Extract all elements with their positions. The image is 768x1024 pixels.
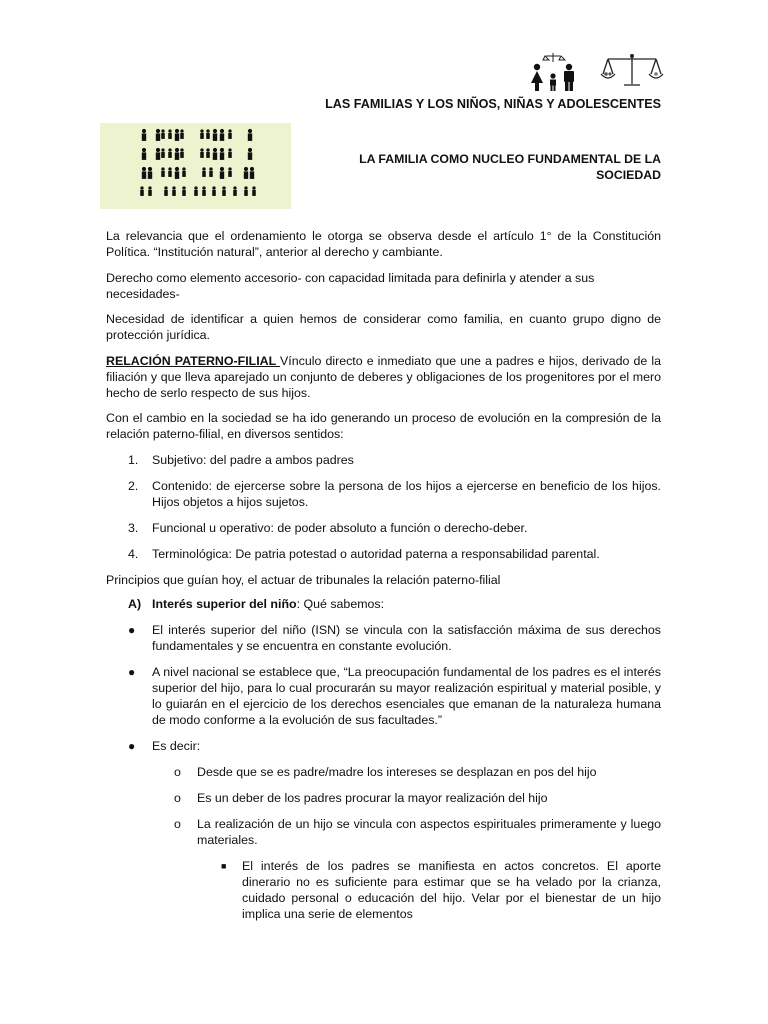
person-pictogram-icon — [220, 129, 224, 141]
person-pictogram-icon — [213, 148, 217, 160]
paragraph: Con el cambio en la sociedad se ha ido generando un proceso de evolución en la compresión de la relación paterno-filial, en diversos sentidos: — [106, 411, 661, 441]
person-pictogram-icon — [244, 167, 248, 179]
principle-heading — [106, 596, 661, 612]
person-pictogram-icon — [244, 186, 248, 196]
person-pictogram-icon — [248, 129, 252, 141]
person-pictogram-icon — [164, 186, 168, 196]
person-pictogram-icon — [161, 148, 165, 158]
scale-of-justice-icon — [600, 52, 664, 88]
person-pictogram-icon — [175, 129, 179, 141]
list-item — [106, 790, 661, 806]
bullet-icon: ● — [128, 664, 136, 679]
bullet-list — [106, 622, 661, 754]
list-letter: A) — [128, 596, 142, 611]
person-pictogram-icon — [161, 167, 165, 177]
document-subtitle: LA FAMILIA COMO NUCLEO FUNDAMENTAL DE LA SOCIEDAD — [359, 152, 661, 182]
person-pictogram-icon — [148, 186, 152, 196]
person-pictogram-icon — [180, 129, 184, 139]
list-item — [106, 546, 661, 562]
person-pictogram-icon — [206, 148, 210, 158]
paragraph: Necesidad de identificar a quien hemos de considerar como familia, en cuanto grupo digno de protección jurídica. — [106, 312, 661, 342]
sub-sub-bullet-list — [106, 858, 661, 922]
list-item-text: A nivel nacional se establece que, “La preocupación fundamental de los padres es el interés superior del hijo, para lo cual procurarán su mayor realización espiritual y material posible, y lo guiarán en el ejercicio de los derechos esenciales que emanan de la naturaleza humana de modo conforme a la evolución de sus facultades.” — [152, 664, 661, 727]
principle-label: Interés superior del niño — [152, 596, 297, 611]
person-pictogram-icon — [252, 186, 256, 196]
person-pictogram-icon — [142, 129, 146, 141]
list-item — [106, 764, 661, 780]
numbered-list — [106, 452, 661, 562]
list-item-text: El interés superior del niño (ISN) se vincula con la satisfacción máxima de sus derechos fundamentales y se encuentra en constante evolución. — [152, 622, 661, 653]
list-item-text: Es un deber de los padres procurar la mayor realización del hijo — [197, 790, 548, 805]
list-item — [106, 738, 661, 754]
principle-text: : Qué sabemos: — [296, 596, 385, 611]
paragraph-text: Vínculo directo e inmediato que une a padres e hijos, derivado de la filiación y que lleva aparejado un conjunto de deberes y obligaciones de los progenitores por el mero hecho de serlo respecto de sus hijos. — [106, 353, 661, 400]
person-pictogram-icon — [180, 148, 184, 158]
list-item-text: Subjetivo: del padre a ambos padres — [152, 452, 354, 467]
list-item — [106, 816, 661, 848]
person-pictogram-icon — [250, 167, 254, 179]
person-pictogram-icon — [142, 167, 146, 179]
person-pictogram-icon — [182, 186, 186, 196]
person-pictogram-icon — [220, 167, 224, 179]
list-item — [106, 622, 661, 654]
list-item-text: Contenido: de ejercerse sobre la persona de los hijos a ejercerse en beneficio de los hijos. Hijos objetos a hijos sujetos. — [152, 478, 661, 509]
list-item-text: Desde que se es padre/madre los intereses se desplazan en pos del hijo — [197, 764, 597, 779]
person-pictogram-icon — [148, 167, 152, 179]
person-pictogram-icon — [182, 167, 186, 177]
person-pictogram-icon — [175, 148, 179, 160]
bullet-icon: o — [174, 816, 181, 831]
person-pictogram-icon — [202, 167, 206, 177]
list-item — [106, 858, 661, 922]
document-body — [106, 228, 661, 932]
person-pictogram-icon — [233, 186, 237, 196]
person-pictogram-icon — [202, 186, 206, 196]
list-number: 3. — [128, 520, 139, 535]
person-pictogram-icon — [194, 186, 198, 196]
person-pictogram-icon — [168, 148, 172, 158]
person-pictogram-icon — [156, 129, 160, 141]
person-pictogram-icon — [222, 186, 226, 196]
person-pictogram-icon — [228, 148, 232, 158]
sub-bullet-list — [106, 764, 661, 848]
bullet-icon: ■ — [221, 860, 227, 871]
person-pictogram-icon — [209, 167, 213, 177]
section-heading: RELACIÓN PATERNO-FILIAL — [106, 353, 281, 368]
person-pictogram-icon — [161, 129, 165, 139]
person-pictogram-icon — [200, 129, 204, 139]
list-item-text: La realización de un hijo se vincula con aspectos espirituales primeramente y luego materiales. — [197, 816, 661, 847]
list-item-text: Es decir: — [152, 738, 201, 753]
list-item — [106, 664, 661, 728]
person-pictogram-icon — [168, 129, 172, 139]
list-number: 4. — [128, 546, 139, 561]
list-item-text: El interés de los padres se manifiesta en actos concretos. El aporte dinerario no es suficiente para estimar que se ha velado por la crianza, cuidado personal o educación del hijo. Velar por el bienestar de un hijo implica una serie de elementos — [242, 858, 661, 921]
family-pictograms-panel — [100, 123, 291, 209]
bullet-icon: o — [174, 764, 181, 779]
person-pictogram-icon — [168, 167, 172, 177]
bullet-icon: ● — [128, 738, 136, 753]
bullet-icon: o — [174, 790, 181, 805]
person-pictogram-icon — [156, 148, 160, 160]
list-item — [106, 478, 661, 510]
person-pictogram-icon — [228, 129, 232, 139]
person-pictogram-icon — [172, 186, 176, 196]
family-icon — [526, 52, 580, 92]
person-pictogram-icon — [200, 148, 204, 158]
list-number: 2. — [128, 478, 139, 493]
person-pictogram-icon — [140, 186, 144, 196]
paragraph: Derecho como elemento accesorio- con capacidad limitada para definirla y atender a sus necesidades- — [106, 270, 595, 301]
document-title: LAS FAMILIAS Y LOS NIÑOS, NIÑAS Y ADOLESCENTES — [325, 97, 661, 111]
list-item-text: Terminológica: De patria potestad o autoridad paterna a responsabilidad parental. — [152, 546, 600, 561]
list-item — [106, 520, 661, 536]
person-pictogram-icon — [213, 129, 217, 141]
paragraph: Principios que guían hoy, el actuar de tribunales la relación paterno-filial — [106, 572, 501, 587]
bullet-icon: ● — [128, 622, 136, 637]
person-pictogram-icon — [228, 167, 232, 177]
paragraph: La relevancia que el ordenamiento le otorga se observa desde el artículo 1° de la Constitución Política. “Institución natural”, anterior al derecho y cambiante. — [106, 229, 661, 259]
list-item — [106, 452, 661, 468]
person-pictogram-icon — [175, 167, 179, 179]
paragraph-relacion — [106, 353, 661, 401]
person-pictogram-icon — [212, 186, 216, 196]
person-pictogram-icon — [206, 129, 210, 139]
person-pictogram-icon — [142, 148, 146, 160]
family-pictogram-icons — [100, 123, 291, 209]
person-pictogram-icon — [248, 148, 252, 160]
list-number: 1. — [128, 452, 139, 467]
list-item-text: Funcional u operativo: de poder absoluto a función o derecho-deber. — [152, 520, 528, 535]
person-pictogram-icon — [220, 148, 224, 160]
